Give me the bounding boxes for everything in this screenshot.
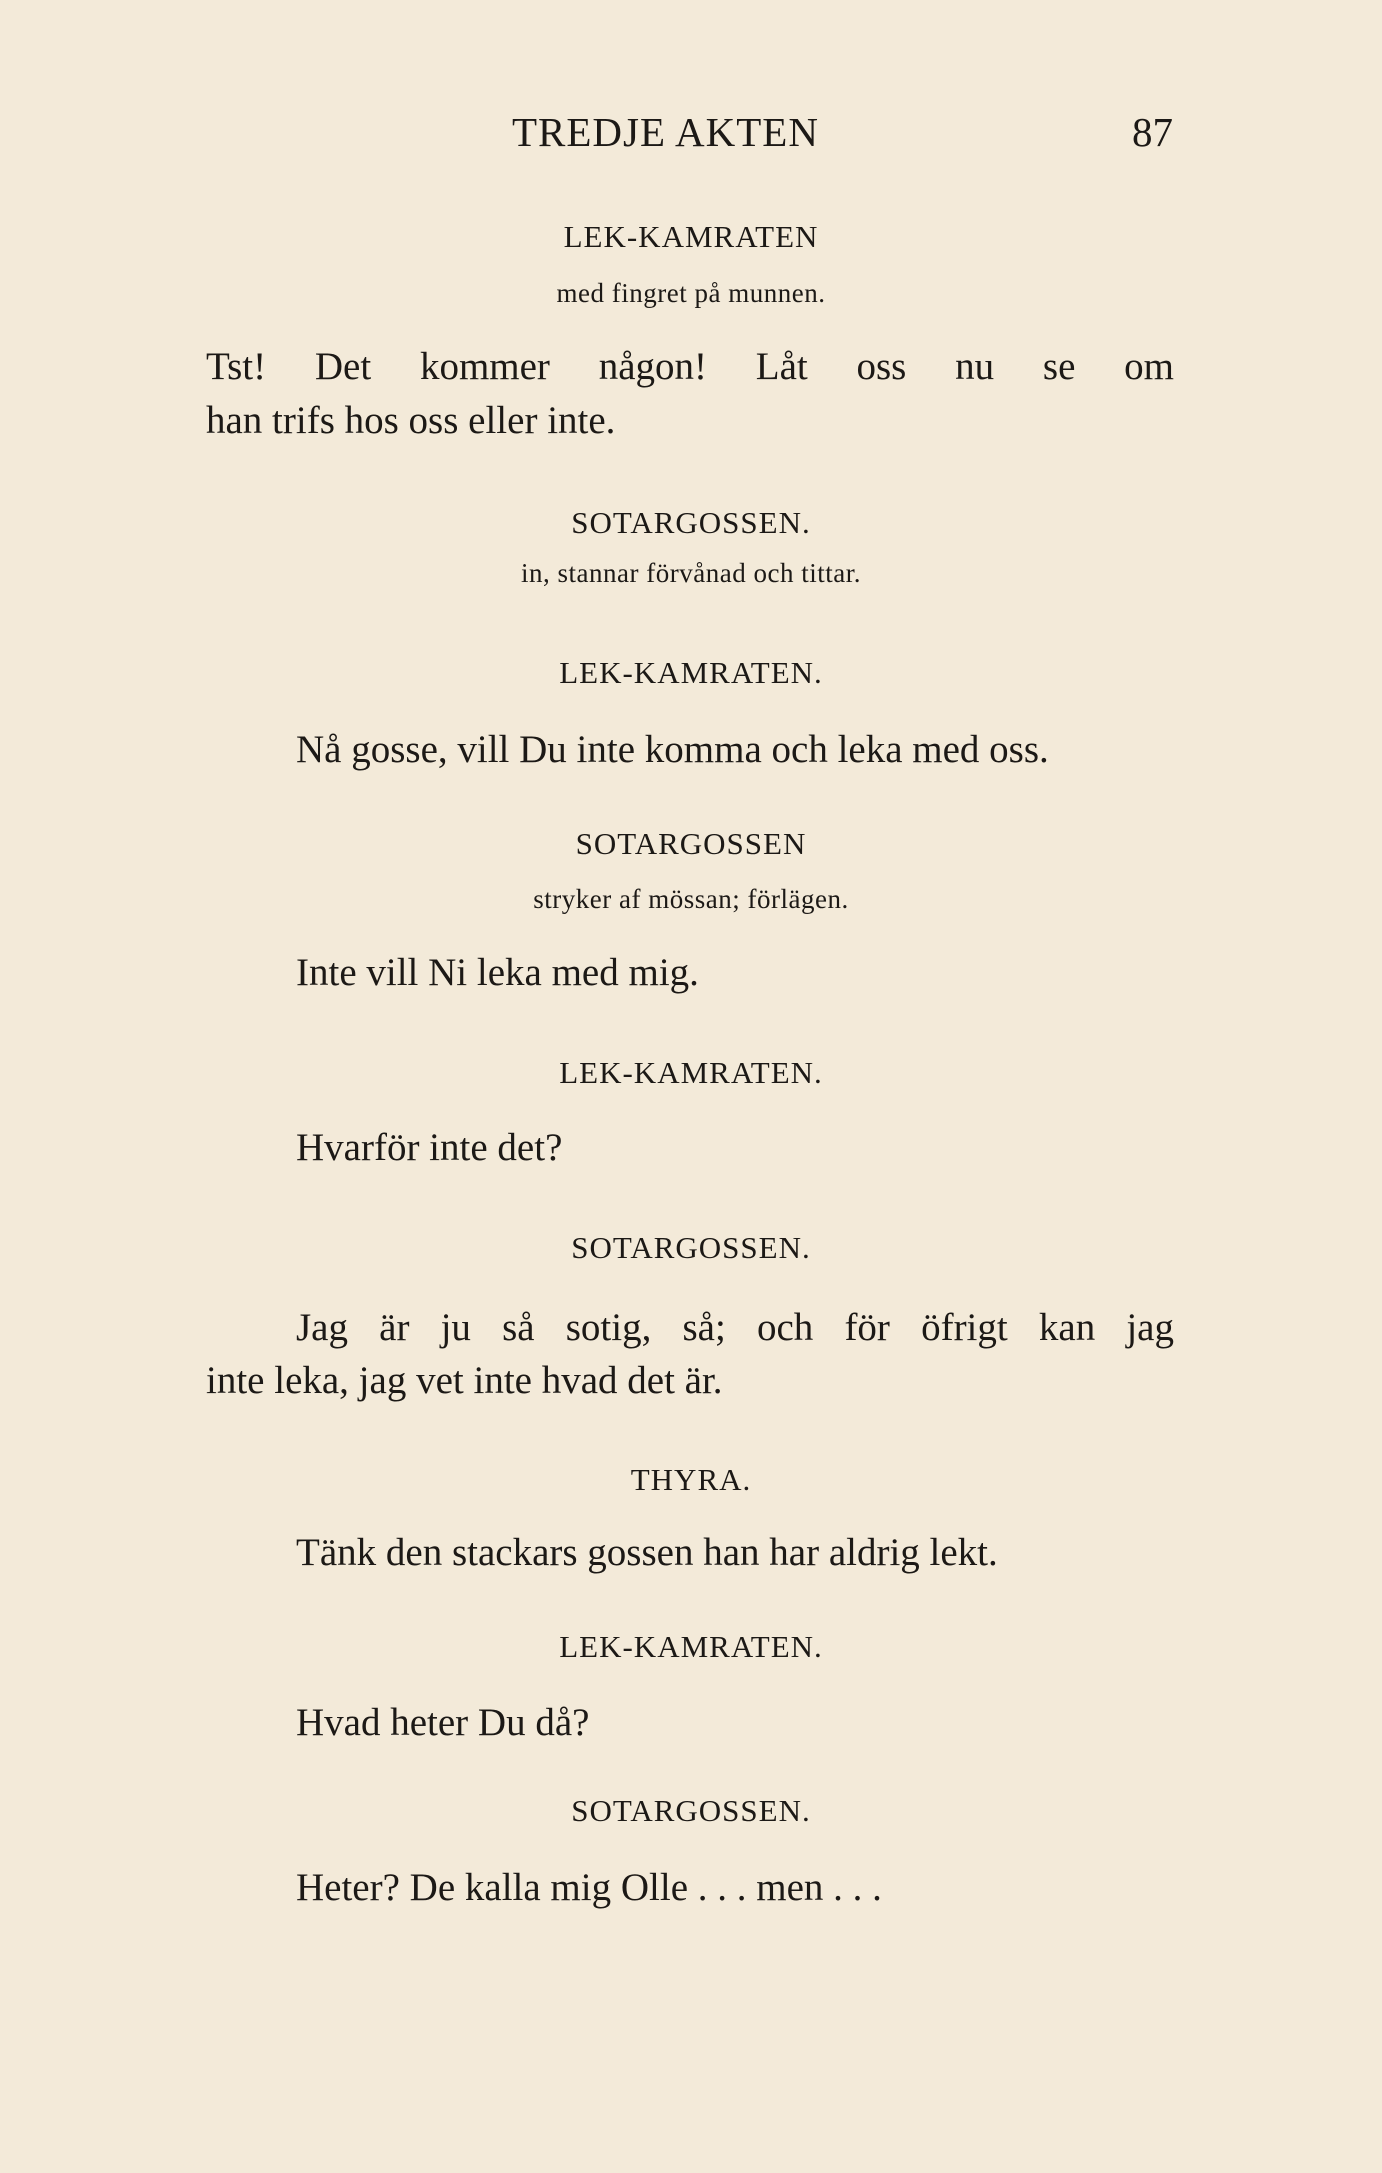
speaker-name: SOTARGOSSEN. — [571, 505, 811, 540]
stage-direction: stryker af mössan; förlägen. — [533, 884, 849, 914]
speaker-name: SOTARGOSSEN — [575, 826, 807, 861]
dialogue-line: Jag är ju så sotig, så; och för öfrigt kan jag — [296, 1306, 1174, 1349]
stage-direction: med fingret på munnen. — [556, 278, 826, 308]
speaker-name: LEK-KAMRATEN. — [559, 655, 823, 690]
speaker-name: SOTARGOSSEN. — [571, 1230, 811, 1265]
speaker-name: LEK-KAMRATEN. — [559, 1629, 823, 1664]
stage-direction: in, stannar förvånad och tittar. — [521, 558, 861, 588]
speaker-name: THYRA. — [630, 1462, 752, 1497]
running-title: TREDJE AKTEN — [512, 109, 819, 155]
running-head — [0, 108, 1382, 158]
dialogue-line: Hvad heter Du då? — [296, 1701, 590, 1744]
dialogue-line: Tänk den stackars gossen han har aldrig lekt. — [296, 1531, 998, 1574]
dialogue-line: Tst! Det kommer någon! Låt oss nu se om — [206, 345, 1174, 388]
dialogue-line: han trifs hos oss eller inte. — [206, 399, 616, 442]
dialogue-line: Heter? De kalla mig Olle . . . men . . . — [296, 1866, 882, 1909]
speaker-name: LEK-KAMRATEN. — [559, 1055, 823, 1090]
dialogue-line: Inte vill Ni leka med mig. — [296, 951, 699, 994]
speaker-name: SOTARGOSSEN. — [571, 1793, 811, 1828]
dialogue-line: Hvarför inte det? — [296, 1126, 563, 1169]
dialogue-line: inte leka, jag vet inte hvad det är. — [206, 1359, 723, 1402]
speaker-name: LEK-KAMRATEN — [563, 219, 819, 254]
page-number: 87 — [1132, 109, 1173, 155]
dialogue-line: Nå gosse, vill Du inte komma och leka med oss. — [296, 728, 1049, 771]
